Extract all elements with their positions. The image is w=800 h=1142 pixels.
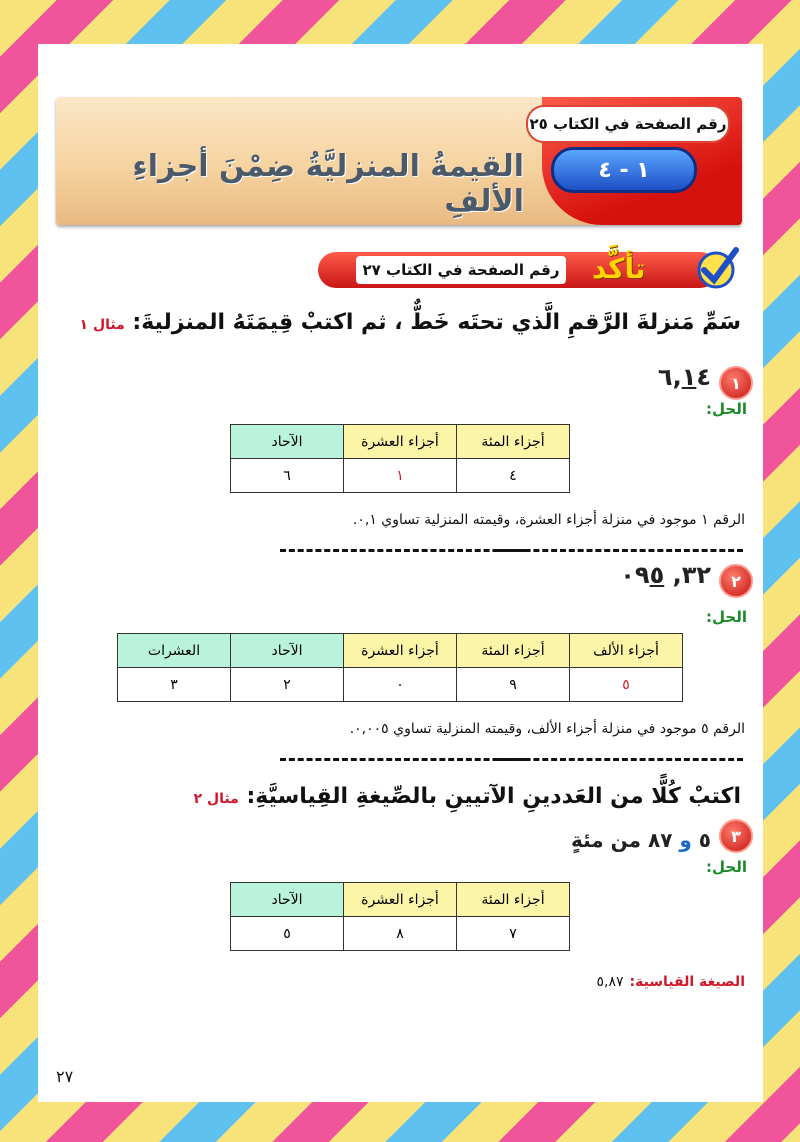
table-header: أجزاء العشرة xyxy=(344,883,457,917)
section2-heading-text: اكتبْ كُلًّا من العَددينِ الآتيينِ بالصِّيغةِ القِياسيَّةِ: xyxy=(246,784,741,809)
table-header: العشرات xyxy=(118,634,231,668)
standard-form xyxy=(596,974,745,990)
table-header: أجزاء المئة xyxy=(457,425,570,459)
value-part: ٦, xyxy=(657,363,682,391)
table-header: الآحاد xyxy=(231,425,344,459)
divider xyxy=(498,758,743,761)
checkmark-icon xyxy=(694,244,740,290)
section1-heading-text: سَمِّ مَنزلةَ الرَّقمِ الَّذي تحتَه خَطٌّ ، ثم اكتبْ قِيمَتَهُ المنزليةَ: xyxy=(132,310,741,335)
table-cell: ٧ xyxy=(457,917,570,951)
table-cell: ١ xyxy=(344,459,457,493)
value-part: ٨٧ من مئةٍ xyxy=(571,828,673,852)
divider xyxy=(280,549,525,552)
table-header: أجزاء المئة xyxy=(457,883,570,917)
question-value xyxy=(658,363,711,391)
table-cell: ٦ xyxy=(231,459,344,493)
standard-form-label: الصيغة القياسية: xyxy=(629,974,745,990)
table-cell: ٢ xyxy=(231,668,344,702)
answer-sentence: الرقم ٥ موجود في منزلة أجزاء الألف، وقيمته المنزلية تساوي ٠,٠٠٥. xyxy=(349,721,745,737)
lesson-number-badge: ١ - ٤ xyxy=(551,147,697,193)
place-value-table xyxy=(230,424,570,493)
book-page-reference: رقم الصفحة في الكتاب ٢٥ xyxy=(526,105,730,143)
value-part: ٣٢, ٠٩ xyxy=(620,561,711,589)
page-number: ٢٧ xyxy=(56,1067,74,1086)
value-part: ٤ xyxy=(696,363,711,391)
table-header: أجزاء العشرة xyxy=(344,634,457,668)
standard-form-value: ٥,٨٧ xyxy=(596,974,624,990)
and-word: و xyxy=(679,828,692,852)
table-header: الآحاد xyxy=(231,634,344,668)
question-value xyxy=(620,561,711,589)
table-cell: ٨ xyxy=(344,917,457,951)
place-value-table xyxy=(230,882,570,951)
question-number-badge: ٢ xyxy=(719,564,753,598)
table-cell: ٥ xyxy=(231,917,344,951)
solution-label: الحل: xyxy=(706,858,747,876)
divider xyxy=(280,758,525,761)
question-number-badge: ٣ xyxy=(719,819,753,853)
table-header: أجزاء المئة xyxy=(457,634,570,668)
solution-label: الحل: xyxy=(706,400,747,418)
example-tag: مثال ٢ xyxy=(193,791,239,807)
check-title: تأكَّد xyxy=(592,252,646,285)
underlined-digit: ١ xyxy=(681,363,697,391)
divider xyxy=(498,549,743,552)
table-cell: ٩ xyxy=(457,668,570,702)
worksheet-page xyxy=(38,44,763,1102)
table-cell: ٥ xyxy=(570,668,683,702)
answer-sentence: الرقم ١ موجود في منزلة أجزاء العشرة، وقيمته المنزلية تساوي ٠,١. xyxy=(352,512,745,528)
lesson-title: القيمةُ المنزليَّةُ ضِمْنَ أجزاءِ الألفِ xyxy=(132,149,524,219)
value-part: ٥ xyxy=(698,828,711,852)
section1-heading xyxy=(74,310,741,335)
question-value xyxy=(571,828,711,852)
solution-label: الحل: xyxy=(706,608,747,626)
place-value-table xyxy=(117,633,683,702)
table-header: أجزاء الألف xyxy=(570,634,683,668)
table-header: الآحاد xyxy=(231,883,344,917)
table-header: أجزاء العشرة xyxy=(344,425,457,459)
section2-heading xyxy=(188,784,741,809)
question-number-badge: ١ xyxy=(719,366,753,400)
table-cell: ٠ xyxy=(344,668,457,702)
underlined-digit: ٥ xyxy=(649,561,665,589)
check-book-reference: رقم الصفحة في الكتاب ٢٧ xyxy=(356,256,566,284)
lesson-banner xyxy=(56,97,742,225)
table-cell: ٣ xyxy=(118,668,231,702)
example-tag: مثال ١ xyxy=(79,317,125,333)
table-cell: ٤ xyxy=(457,459,570,493)
